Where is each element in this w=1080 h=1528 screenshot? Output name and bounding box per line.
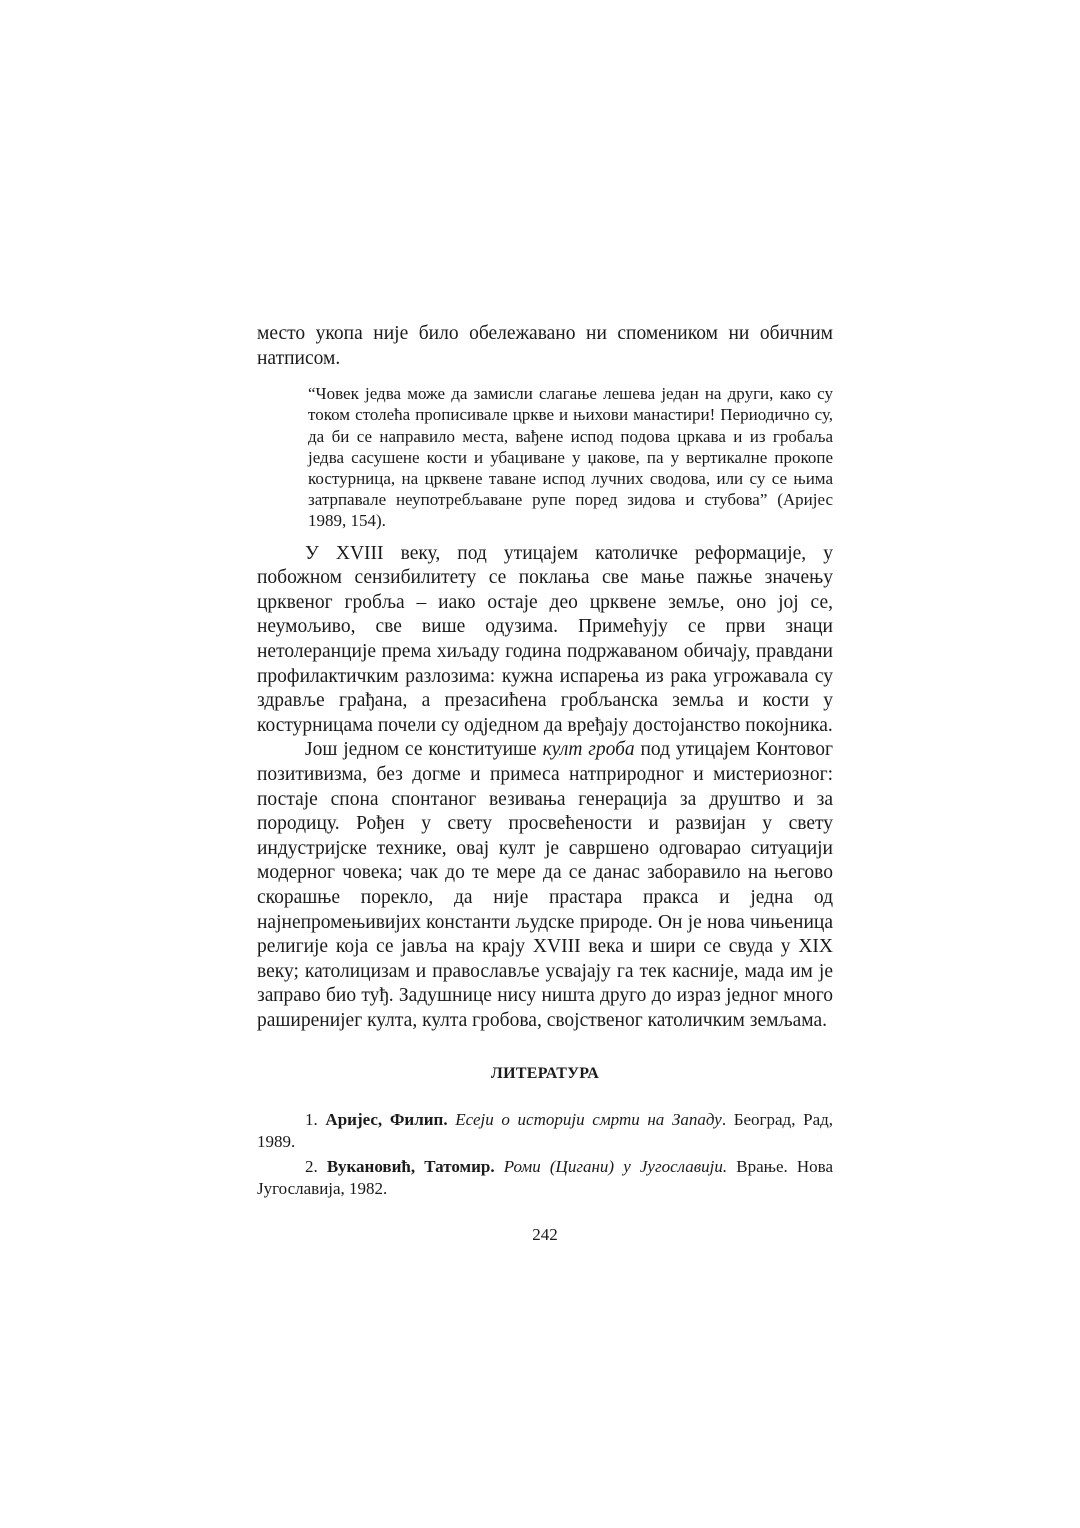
reference-author: Вукановић, Татомир. bbox=[326, 1157, 495, 1177]
paragraph-3-italic: култ гроба bbox=[542, 739, 635, 761]
paragraph-3-before: Још једном се конституише bbox=[305, 739, 543, 761]
reference-title: Роми (Цигани) у Југославији. bbox=[503, 1157, 728, 1177]
reference-number: 1. bbox=[305, 1110, 318, 1130]
reference-rest: . Београд, Рад, 1989. bbox=[257, 1110, 834, 1151]
paragraph-3-after: под утицајем Контовог позитивизма, без догме и примеса натприродног и мистериозног: постаје спона спонтаног везивања генерација за друштво и за породицу. Рођен у свету просвећености и развијан у свету индустријске технике, овај култ је савршено одговарао ситуацији модерног човека; чак до те мере да се данас заборавило на његово скорашње порекло, да није прастара пракса и једна од најнепромењивијих константи људске природе. Он је нова чињеница религије која се јавља на крају XVIII века и шири се свуда у XIX веку; католицизам и православље усвајају га тек касније, мада им је заправо био туђ. Задушнице нису ништа друго до израз једног много раширенијег култа, култа гробова, својственог католичким земљама. bbox=[257, 739, 833, 1031]
paragraph-3 bbox=[257, 738, 833, 1033]
page-content bbox=[257, 322, 833, 1245]
reference-item bbox=[257, 1156, 833, 1199]
references-heading: ЛИТЕРАТУРА bbox=[490, 1065, 600, 1083]
reference-rest: Врање. Нова Југославија, 1982. bbox=[257, 1157, 834, 1198]
page-number: 242 bbox=[532, 1225, 558, 1245]
reference-author: Аријес, Филип. bbox=[325, 1110, 448, 1130]
reference-title: Есеји о историји смрти на Западу bbox=[455, 1110, 722, 1130]
paragraph-intro: место укопа није било обележавано ни спомеником ни обичним натписом. bbox=[257, 323, 833, 369]
paragraph-2: У XVIII веку, под утицајем католичке реформације, у побожном сензибилитету се поклања све мање пажње значењу црквеног гробља – иако остаје део црквене земље, оно јој се, неумољиво, све више одузима. Примећују се први знаци нетолеранције према хиљаду година подржаваном обичају, правдани профилактичким разлозима: кужна испарења из рака угрожавала су здравље грађана, а презасићена гробљанска земља и кости у костурницама почели су одједном да вређају достојанство покојника. bbox=[257, 542, 833, 736]
reference-number: 2. bbox=[305, 1157, 318, 1177]
reference-item bbox=[257, 1109, 833, 1152]
block-quote: “Човек једва може да замисли слагање лешева један на други, како су током столећа прописивале цркве и њихови манастири! Периодично су, да би се направило места, вађене испод подова цркава и из гробаља једва сасушене кости и убациване у џакове, па у вертикалне прокопе костурница, на црквене таване испод лучних сводова, или су се њима затрпавале неупотребљаване рупе поред зидова и стубова” (Аријес 1989, 154). bbox=[308, 384, 833, 531]
